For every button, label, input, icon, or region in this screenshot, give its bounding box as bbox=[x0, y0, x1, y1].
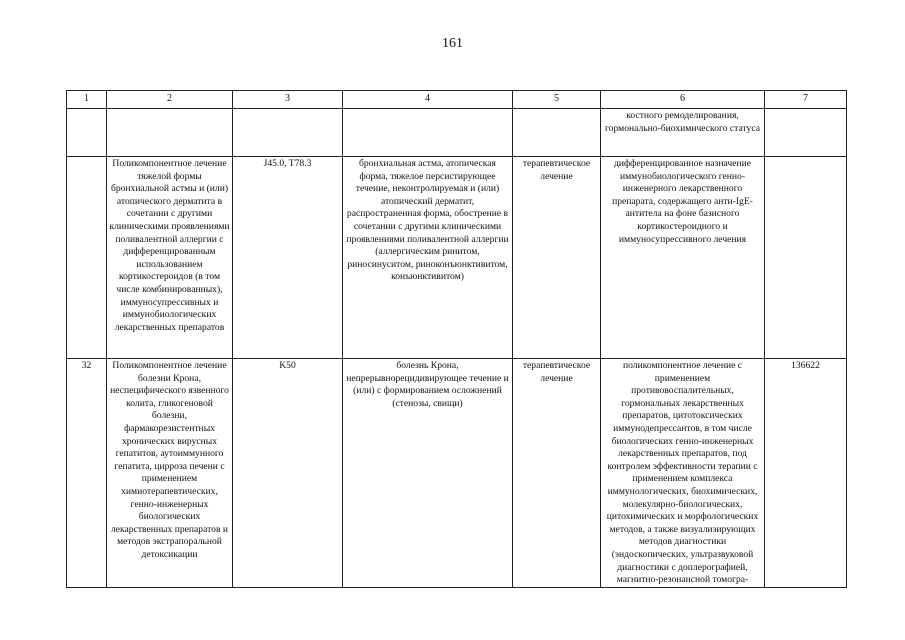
cell-icd-code: J45.0, T78.3 bbox=[233, 157, 343, 359]
cell-empty bbox=[67, 109, 107, 157]
cell-empty bbox=[233, 109, 343, 157]
cell-patient-model: бронхиальная астма, атопическая форма, тяжелое персистирующее течение, неконтролируемая и (или) атопический дерматит, распространенная форма, обострение в сочетании с другими клиническими проявлениями поливалентной аллергии (аллергическим ринитом, риносинуситом, риноконъюнктивитом, конъюнктивитом) bbox=[343, 157, 513, 359]
header-col-3: 3 bbox=[233, 91, 343, 109]
cell-treatment-type: терапевтическое лечение bbox=[513, 157, 601, 359]
cell-procedure-name: Поликомпонентное лечение тяжелой формы бронхиальной астмы и (или) атопического дерматита в сочетании с другими клиническими проявлениями поливалентной аллергии с дифференцированным использованием кортикостероидов (в том числе комбинированных), иммуносупрессивных и иммунобиологических лекарственных препаратов bbox=[107, 157, 233, 359]
table-header-row bbox=[67, 91, 847, 109]
cell-treatment-method: поликомпонентное лечение с применением противовоспалительных, гормональных лекарственных препаратов, цитотоксических иммунодепрессантов, в том числе биологических генно-инженерных лекарственных препаратов, под контролем эффективности терапии с применением комплекса иммунологических, биохимических, молекулярно-биологических, цитохимических и морфологических методов, а также визуализирующих методов диагностики (эндоскопических, ультразвуковой диагностики с доплерографией, магнитно-резонансной томогра- bbox=[601, 359, 765, 588]
cell-empty bbox=[343, 109, 513, 157]
cell-treatment-method: дифференцированное назначение иммунобиологического генно-инженерного лекарственного препарата, содержащего анти-IgE-антитела на фоне базисного кортикостероидного и иммуносупрессивного лечения bbox=[601, 157, 765, 359]
cell-empty bbox=[765, 109, 847, 157]
table-row-continuation bbox=[67, 109, 847, 157]
header-col-7: 7 bbox=[765, 91, 847, 109]
cell-cost: 136622 bbox=[765, 359, 847, 588]
header-col-6: 6 bbox=[601, 91, 765, 109]
header-col-4: 4 bbox=[343, 91, 513, 109]
cell-procedure-name: Поликомпонентное лечение болезни Крона, неспецифического язвенного колита, гликогеновой болезни, фармакорезистентных хронических вирусных гепатитов, аутоиммунного гепатита, цирроза печени с применением химиотерапевтических, генно-инженерных биологических лекарственных препаратов и методов экстрапоральной детоксикации bbox=[107, 359, 233, 588]
header-col-1: 1 bbox=[67, 91, 107, 109]
cell-method-continuation: костного ремоделирования, гормонально-биохимического статуса bbox=[601, 109, 765, 157]
cell-patient-model: болезнь Крона, непрерывнорецидивирующее течение и (или) с формированием осложнений (стенозы, свищи) bbox=[343, 359, 513, 588]
procedures-table bbox=[66, 90, 847, 588]
page-number: 161 bbox=[442, 36, 463, 51]
header-col-5: 5 bbox=[513, 91, 601, 109]
cell-empty bbox=[107, 109, 233, 157]
table-row bbox=[67, 359, 847, 588]
cell-number bbox=[67, 157, 107, 359]
cell-treatment-type: терапевтическое лечение bbox=[513, 359, 601, 588]
cell-empty bbox=[513, 109, 601, 157]
table-row bbox=[67, 157, 847, 359]
cell-cost bbox=[765, 157, 847, 359]
header-col-2: 2 bbox=[107, 91, 233, 109]
cell-number: 32 bbox=[67, 359, 107, 588]
cell-icd-code: K50 bbox=[233, 359, 343, 588]
